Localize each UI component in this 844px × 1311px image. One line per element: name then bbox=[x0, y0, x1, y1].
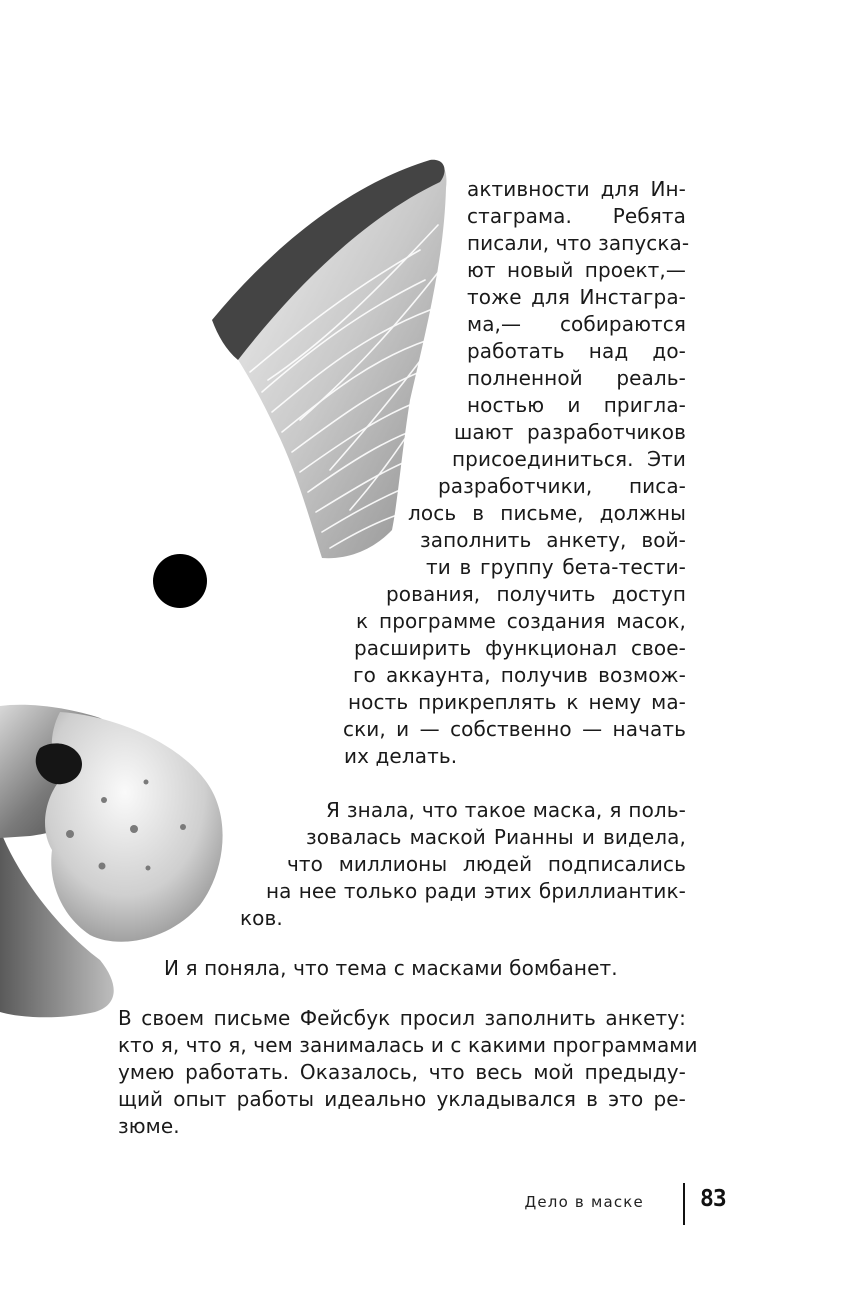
text-line: И я поняла, что тема с масками бомбанет. bbox=[164, 956, 618, 980]
text-line: лось в письме, должны bbox=[408, 501, 686, 525]
text-line: го аккаунта, получив возмож- bbox=[353, 663, 686, 687]
text-line: ков. bbox=[240, 906, 283, 930]
text-line: ти в группу бета-тести- bbox=[426, 555, 686, 579]
text-line: писали, что запуска- bbox=[467, 231, 690, 255]
running-title: Дело в маске bbox=[524, 1193, 644, 1211]
text-line: Я знала, что такое маска, я поль- bbox=[326, 798, 686, 822]
footer-divider bbox=[683, 1183, 685, 1225]
text-line: шают разработчиков bbox=[454, 420, 686, 444]
text-line: ма,— собираются bbox=[467, 312, 686, 336]
text-line: ски, и — собственно — начать bbox=[343, 717, 686, 741]
page-number: 83 bbox=[700, 1186, 726, 1212]
text-line: на нее только ради этих бриллиантик- bbox=[266, 879, 686, 903]
dog-ear-icon bbox=[212, 160, 446, 558]
text-line: зюме. bbox=[118, 1114, 180, 1138]
text-line: их делать. bbox=[344, 744, 458, 768]
text-line: полненной реаль- bbox=[467, 366, 686, 390]
text-line: умею работать. Оказалось, что весь мой предыду- bbox=[118, 1060, 686, 1084]
text-line: что миллионы людей подписались bbox=[287, 852, 686, 876]
text-line: к программе создания масок, bbox=[356, 609, 686, 633]
text-line: ность прикреплять к нему ма- bbox=[348, 690, 686, 714]
text-line: активности для Ин- bbox=[467, 177, 686, 201]
text-line: рования, получить доступ bbox=[386, 582, 686, 606]
text-line: заполнить анкету, вой- bbox=[420, 528, 686, 552]
text-line: В своем письме Фейсбук просил заполнить анкету: bbox=[118, 1006, 686, 1030]
text-line: тоже для Инстагра- bbox=[467, 285, 686, 309]
text-line: кто я, что я, чем занималась и с какими программами bbox=[118, 1033, 698, 1057]
text-line: ют новый проект,— bbox=[467, 258, 686, 282]
dog-eye-icon bbox=[153, 554, 207, 608]
text-line: ностью и пригла- bbox=[467, 393, 686, 417]
text-line: разработчики, писа- bbox=[438, 474, 686, 498]
text-line: работать над до- bbox=[467, 339, 686, 363]
text-line: щий опыт работы идеально укладывался в это ре- bbox=[118, 1087, 686, 1111]
text-line: стаграма. Ребята bbox=[467, 204, 686, 228]
text-line: зовалась маской Рианны и видела, bbox=[306, 825, 686, 849]
text-line: присоединиться. Эти bbox=[452, 447, 686, 471]
text-line: расширить функционал свое- bbox=[354, 636, 686, 660]
